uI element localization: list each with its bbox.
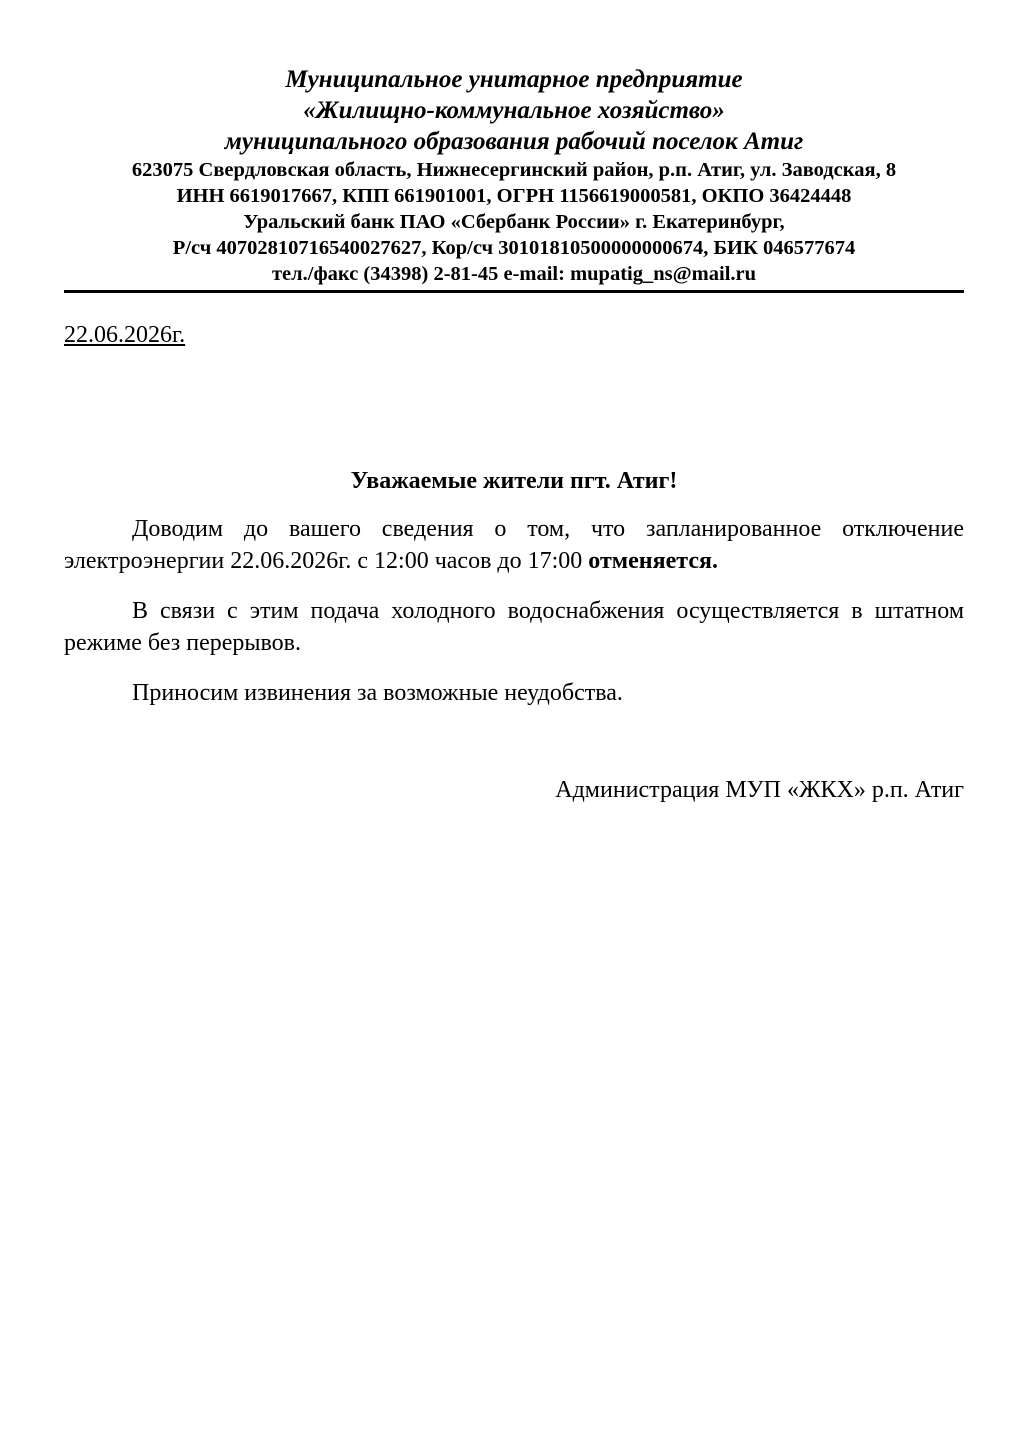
org-name-line-3: муниципального образования рабочий поселок Атиг	[224, 128, 804, 155]
greeting-heading: Уважаемые жители пгт. Атиг!	[350, 468, 678, 494]
letter-body	[64, 513, 964, 727]
org-address: 623075 Свердловская область, Нижнесергинский район, р.п. Атиг, ул. Заводская, 8	[131, 159, 897, 181]
org-bank: Уральский банк ПАО «Сбербанк России» г. Екатеринбург,	[243, 211, 785, 233]
cancellation-emphasis: отменяется.	[588, 548, 718, 574]
paragraph-cancellation	[64, 513, 964, 577]
org-registration-codes: ИНН 6619017667, КПП 661901001, ОГРН 1156619000581, ОКПО 36424448	[176, 185, 852, 207]
letterhead	[64, 64, 964, 287]
paragraph-water-supply: В связи с этим подача холодного водоснабжения осуществляется в штатном режиме без перерывов.	[64, 598, 964, 656]
paragraph-cancellation-text: Доводим до вашего сведения о том, что запланированное отключение электроэнергии 22.06.2026г. с 12:00 часов до 17:00	[64, 516, 964, 574]
paragraph-apology: Приносим извинения за возможные неудобства.	[132, 680, 623, 706]
signature-line: Администрация МУП «ЖКХ» р.п. Атиг	[555, 777, 964, 803]
document-date: 22.06.2026г.	[64, 322, 186, 348]
letterhead-divider	[64, 290, 964, 293]
org-name-line-1: Муниципальное унитарное предприятие	[285, 66, 743, 93]
org-name-line-2: «Жилищно-коммунальное хозяйство»	[303, 97, 725, 124]
org-contacts: тел./факс (34398) 2-81-45 e-mail: mupatig_ns@mail.ru	[271, 263, 757, 285]
org-bank-accounts: Р/сч 40702810716540027627, Кор/сч 30101810500000000674, БИК 046577674	[172, 237, 856, 259]
